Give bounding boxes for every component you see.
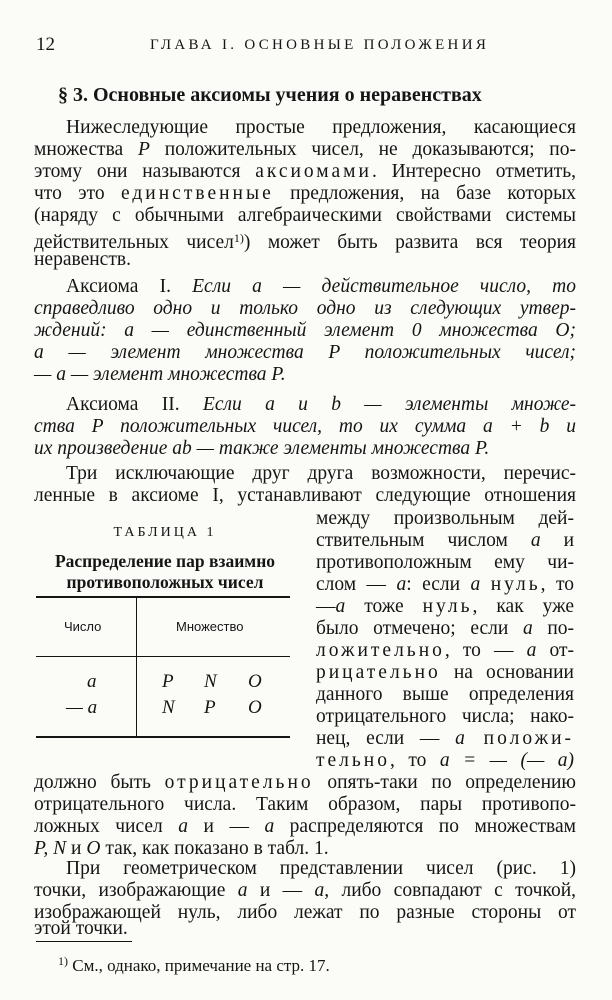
axiom-1-line: — a — элемент множества P. (34, 364, 286, 385)
axiom-2-line: ства P положительных чисел, то их сумма a + b и (34, 416, 576, 437)
axiom-2-line: их произведение ab — также элементы множества P. (34, 438, 490, 459)
table-rule (36, 596, 290, 598)
text-line: действительных чисел$^{1)}$) может быть развита вся теория (34, 231, 576, 253)
text-line: ложных чисел a и — a распределяются по множествам (34, 816, 576, 837)
text-line: P, N и O так, как показано в табл. 1. (34, 838, 329, 859)
table-cell: N (204, 671, 217, 692)
text-line: этой точки. (34, 918, 128, 939)
text-line: тельно, то a = — (— a) (316, 750, 575, 771)
text-line: Нижеследующие простые предложения, касающиеся (66, 117, 576, 138)
text-line: точки, изображающие a и — a, либо совпадают с точкой, (34, 880, 576, 901)
table-cell: a (87, 671, 97, 692)
spaced-term: положи- (464, 728, 574, 749)
footnote-rule (36, 941, 132, 942)
table-rule (36, 736, 290, 738)
text-line: (наряду с обычными алгебраическими свойствами системы (34, 205, 576, 226)
spaced-term: рицательно (316, 662, 441, 683)
text-line: Три исключающие друг друга возможности, перечис- (66, 463, 576, 484)
text-line: слом — a: если a нуль, то (316, 574, 575, 595)
section-title: § 3. Основные аксиомы учения о неравенствах (58, 84, 482, 106)
table-label: ТАБЛИЦА 1 (113, 525, 217, 540)
axiom-1-line: ждений: a — единственный элемент 0 множества O; (34, 320, 576, 341)
footnote-ref: 1) (233, 231, 244, 245)
table-rule (36, 656, 290, 657)
text-line: между произвольным дей- (316, 508, 574, 529)
text-line: рицательно на основании (316, 662, 574, 683)
text-line: нец, если — a положи- (316, 728, 574, 749)
axiom-1-line: Аксиома I. Если a — действительное число, то (66, 276, 576, 297)
spaced-term: аксиомами (255, 161, 372, 182)
table-column-divider (136, 596, 137, 736)
text-line: При геометрическом представлении чисел (рис. 1) (66, 858, 576, 879)
axiom-1-line: справедливо одно и только одно из следующих утвер- (34, 298, 576, 319)
text-line: ленные в аксиоме I, устанавливают следующие отношения (34, 485, 576, 506)
spaced-term: нуль (490, 574, 541, 595)
text-line: отрицательного числа; нако- (316, 706, 574, 727)
table-cell: O (248, 697, 262, 718)
table-1 (36, 596, 290, 740)
page-number: 12 (36, 34, 55, 55)
column-header-number: Число (64, 619, 102, 634)
text-line: этому они называются аксиомами. Интересно отметить, (34, 161, 577, 182)
spaced-term: отрицательно (164, 772, 314, 793)
text-line: изображающей нуль, либо лежат по разные стороны от (34, 902, 576, 923)
table-cell: P (204, 697, 216, 718)
axiom-2-line: Аксиома II. Если a и b — элементы множе- (66, 394, 577, 415)
running-title: ГЛАВА I. ОСНОВНЫЕ ПОЛОЖЕНИЯ (150, 37, 490, 53)
footnote-mark: 1) (58, 954, 68, 968)
footnote: $^{1)}$ См., однако, примечание на стр. 17. (58, 954, 330, 975)
text-line: неравенств. (34, 249, 131, 270)
text-line: было отмечено; если a по- (316, 618, 574, 639)
text-line: —a тоже нуль, как уже (316, 596, 574, 617)
table-cell: O (248, 671, 262, 692)
page-header (34, 34, 580, 60)
table-title: противоположных чисел (66, 572, 264, 592)
column-header-set: Множество (176, 619, 244, 634)
table-title: Распределение пар взаимно (54, 551, 276, 571)
text-line: противоположным ему чи- (316, 552, 574, 573)
text-line: ствительным числом a и (316, 530, 574, 551)
text-line: что это единственные предложения, на базе которых (34, 183, 576, 204)
text-line: ложительно, то — a от- (316, 640, 574, 661)
table-cell: N (162, 697, 175, 718)
spaced-term: тельно (316, 750, 390, 771)
text-line: должно быть отрицательно опять-таки по определению (34, 772, 577, 793)
table-cell: — a (66, 697, 98, 718)
spaced-term: нуль (422, 596, 473, 617)
text-line: отрицательного числа. Таким образом, пары противопо- (34, 794, 576, 815)
axiom-1-line: a — элемент множества P положительных чисел; (34, 342, 576, 363)
text-line: множества P положительных чисел, не доказываются; по- (34, 139, 576, 160)
spaced-term: единственные (120, 183, 274, 204)
spaced-term: ложительно (316, 640, 445, 661)
table-cell: P (162, 671, 174, 692)
text-line: данного выше определения (316, 684, 574, 705)
